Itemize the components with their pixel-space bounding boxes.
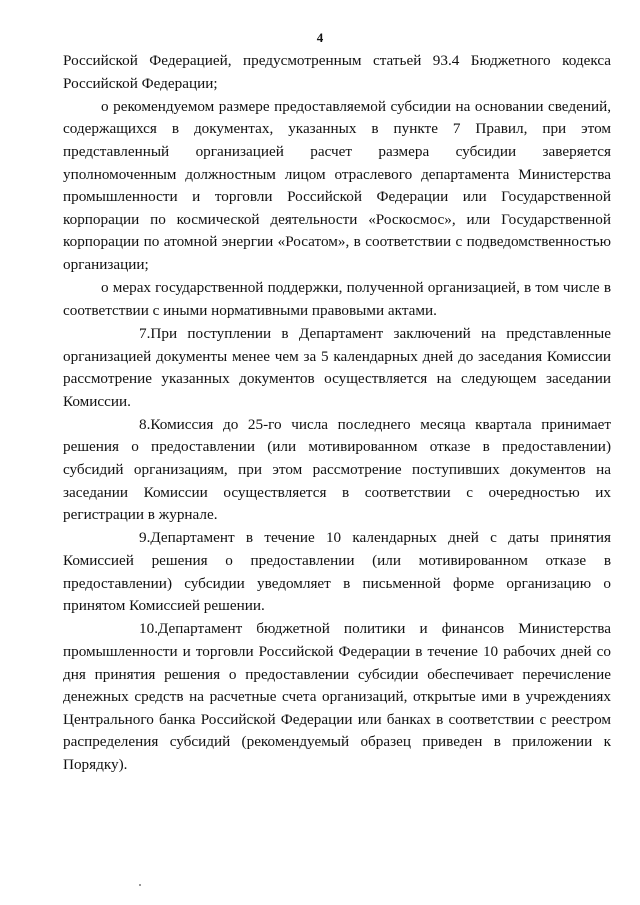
- paragraph-subsidy-size: о рекомендуемом размере предоставляемой субсидии на основании сведений, содержащихся в документах, указанных в пункте 7 Правил, при этом представленный организацией расчет размера субсидии заверяется уполномоченным должностным лицом отраслевого департамента Министерства промышленности и торговли Российской Федерации или Государственной корпорации по космической деятельности «Роскосмос», или Государственной корпорации по атомной энергии «Росатом», в соответствии с подведомственностью организации;: [63, 97, 611, 273]
- clause-7: [63, 323, 611, 413]
- clause-8: [63, 414, 611, 527]
- clause-text: Департамент бюджетной политики и финансов Министерства промышленности и торговли Российской Федерации в течение 10 рабочих дней со дня принятия решения о предоставлении субсидии обеспечивает перечисление денежных средств на расчетные счета организаций, открытые ими в учреждениях Центрального банка Российской Федерации или банках в соответствии с реестром распределения субсидий (рекомендуемый образец приведен в приложении к Порядку).: [63, 620, 611, 773]
- clause-text: Комиссия до 25-го числа последнего месяца квартала принимает решения о предоставлении (или мотивированном отказе в предоставлении) субсидий организациям, при этом рассмотрение поступивших документов на заседании Комиссии осуществляется в соответствии с очередностью их регистрации в журнале.: [63, 415, 611, 524]
- clause-number: 10.: [139, 620, 158, 638]
- document-body: [63, 50, 611, 777]
- clause-text: При поступлении в Департамент заключений на представленные организацией документы менее чем за 5 календарных дней до заседания Комиссии рассмотрение указанных документов осуществляется на следующем заседании Комиссии.: [63, 324, 611, 410]
- scan-speck: [139, 884, 141, 886]
- clause-9: [63, 527, 611, 617]
- clause-10: [63, 618, 611, 776]
- paragraph-continuation: Российской Федерацией, предусмотренным статьей 93.4 Бюджетного кодекса Российской Федерации;: [63, 52, 611, 92]
- clause-text: Департамент в течение 10 календарных дней с даты принятия Комиссией решения о предоставлении (или мотивированном отказе в предоставлении) субсидии уведомляет в письменной форме организацию о принятом Комиссией решении.: [63, 529, 611, 615]
- page-number: 4: [316, 30, 324, 45]
- clause-number: 7.: [139, 324, 151, 342]
- clause-number: 9.: [139, 529, 151, 547]
- clause-number: 8.: [139, 415, 151, 433]
- paragraph-state-support: о мерах государственной поддержки, полученной организацией, в том числе в соответствии с иными нормативными правовыми актами.: [63, 279, 611, 319]
